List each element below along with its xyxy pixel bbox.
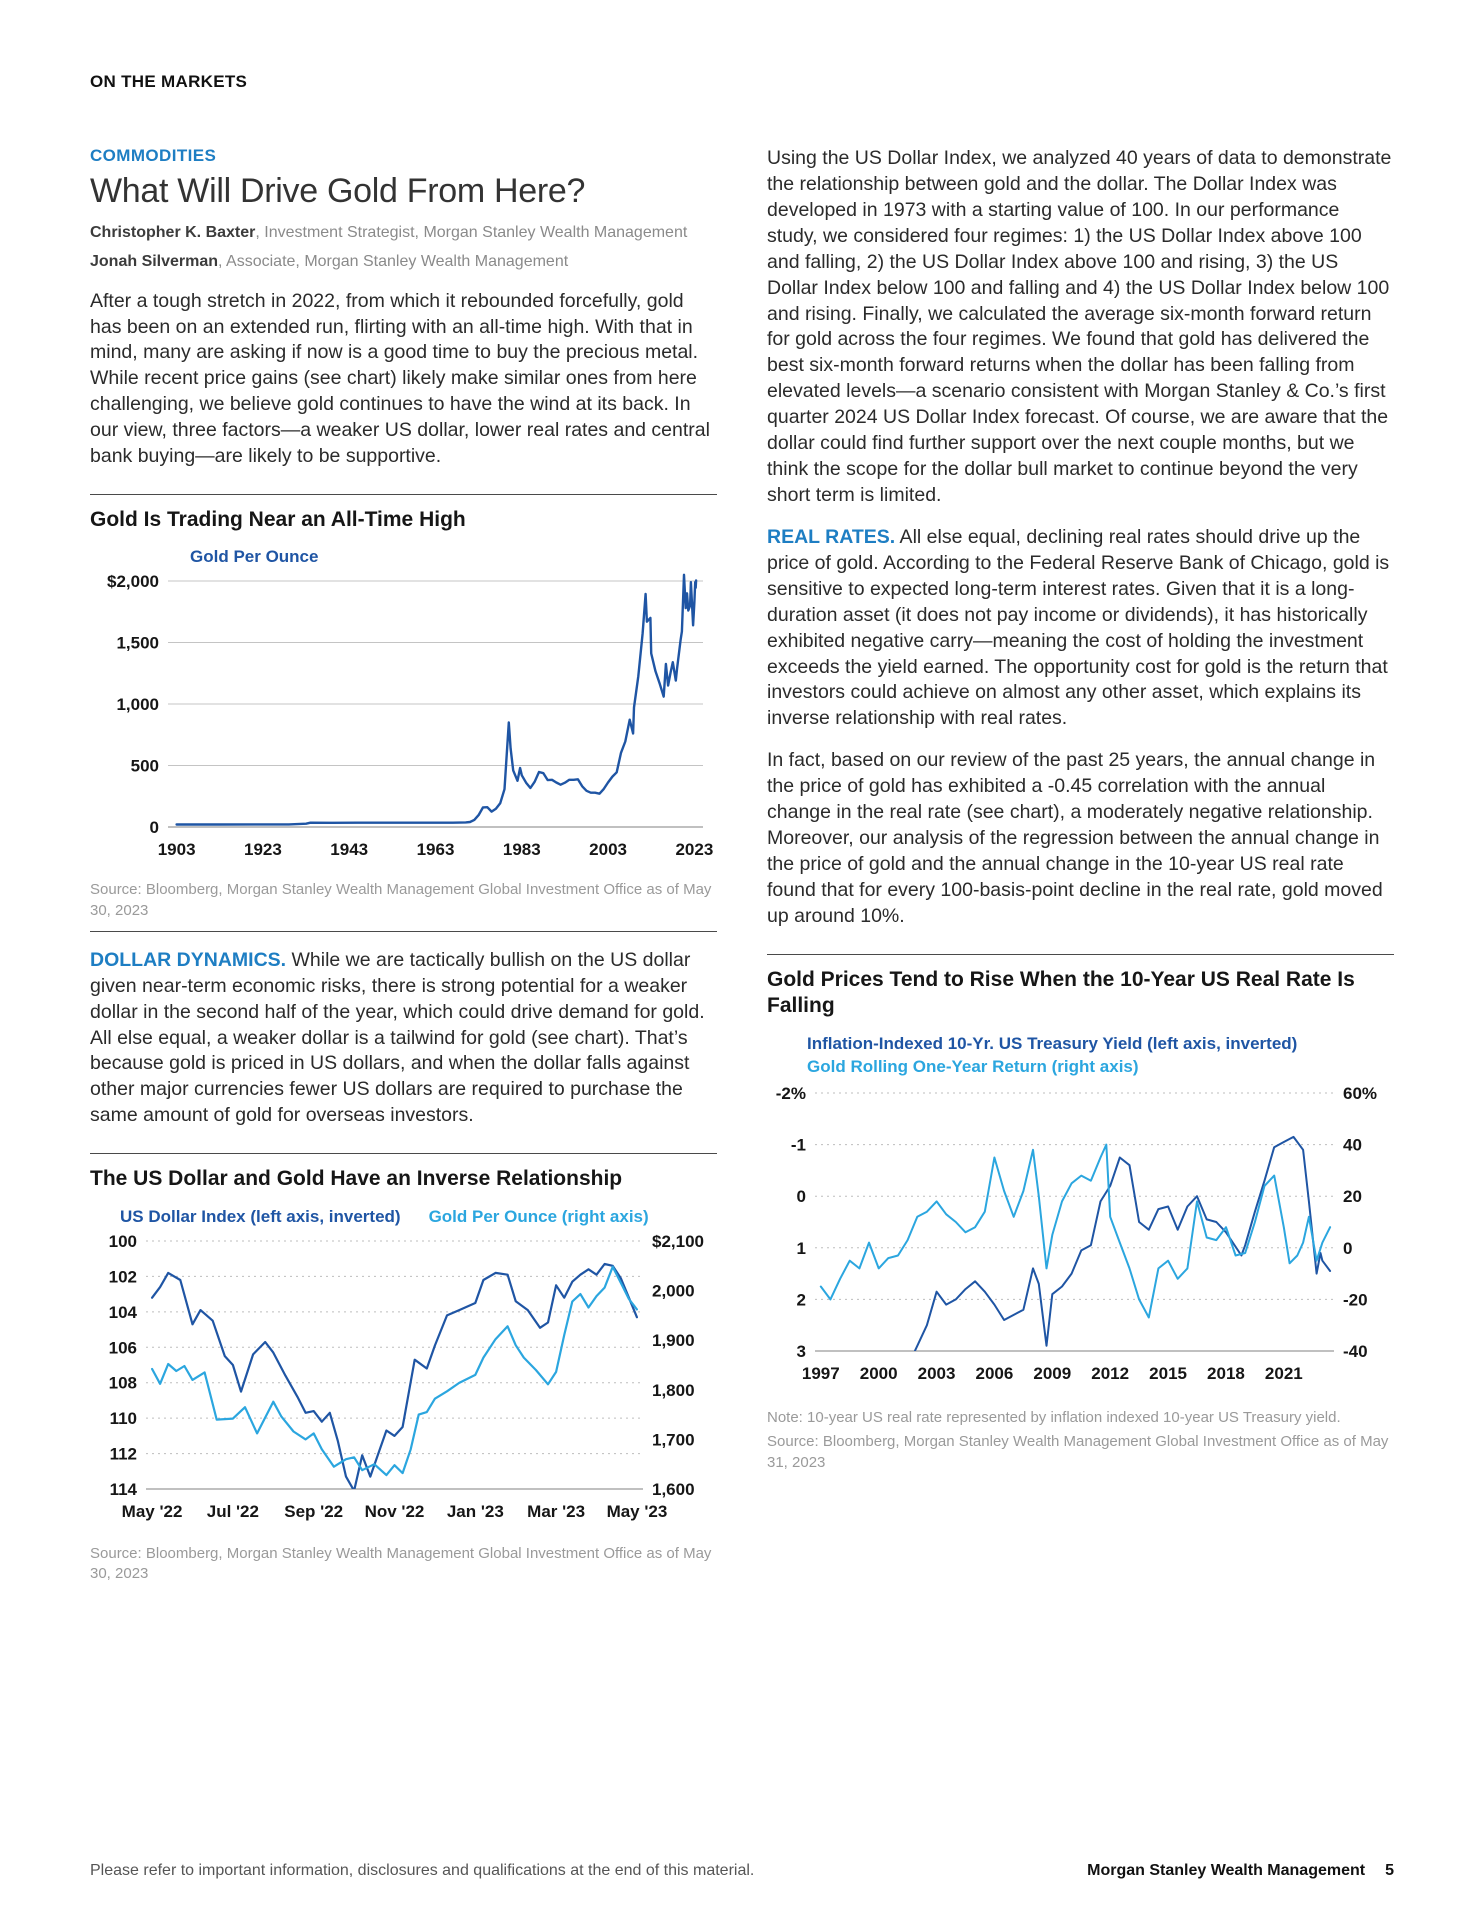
dollar-dynamics-body: While we are tactically bullish on the US dollar given near-term economic risks, there is strong potential for a weaker dollar in the second half of the year, which could drive demand for gold. All else equal, a weaker dollar is a tailwind for gold (see chart). That’s because gold is priced in US dollars, and when the dollar falls against other major currencies fewer US dollars are required to purchase the same amount of gold for overseas investors. — [90, 948, 705, 1127]
dollar-gold-chart — [90, 1231, 717, 1536]
svg-text:2003: 2003 — [589, 840, 627, 860]
svg-text:1983: 1983 — [502, 840, 541, 860]
svg-text:0: 0 — [149, 818, 159, 838]
svg-text:0: 0 — [796, 1187, 806, 1207]
dollar-dynamics-paragraph — [90, 948, 717, 1129]
svg-text:1,000: 1,000 — [116, 695, 159, 715]
svg-text:60%: 60% — [1343, 1084, 1378, 1104]
author-role-2: , Associate, Morgan Stanley Wealth Management — [218, 252, 569, 270]
svg-text:$2,000: $2,000 — [107, 572, 159, 592]
svg-text:1923: 1923 — [244, 840, 282, 860]
right-column — [767, 146, 1394, 1594]
chart-heading-real-rate: Gold Prices Tend to Rise When the 10-Year US Real Rate Is Falling — [767, 967, 1355, 1017]
svg-text:2003: 2003 — [917, 1364, 956, 1384]
svg-text:1,600: 1,600 — [652, 1479, 695, 1499]
svg-text:108: 108 — [108, 1373, 137, 1393]
svg-text:2023: 2023 — [675, 840, 714, 860]
svg-text:104: 104 — [108, 1302, 137, 1322]
svg-text:1963: 1963 — [416, 840, 455, 860]
svg-text:2,000: 2,000 — [652, 1281, 695, 1301]
legend-us-dollar-index: US Dollar Index (left axis, inverted) — [120, 1206, 401, 1226]
correlation-paragraph: In fact, based on our review of the past 25 years, the annual change in the price of gold has exhibited a -0.45 correlation with the annual change in the real rate (see chart), a moderately negative relationship. Moreover, our analysis of the regression between the annual change in the price of gold and the annual change in the 10-year US real rate found that for every 100-basis-point decline in the real rate, gold moved up around 10%. — [767, 749, 1383, 927]
svg-text:-20: -20 — [1343, 1290, 1368, 1310]
chart-source-dollar-gold: Source: Bloomberg, Morgan Stanley Wealth Management Global Investment Office as of May 30, 2023 — [90, 1544, 712, 1582]
author-role-1: , Investment Strategist, Morgan Stanley Wealth Management — [255, 224, 688, 241]
svg-text:40: 40 — [1343, 1135, 1362, 1155]
legend-gold-per-ounce-right: Gold Per Ounce (right axis) — [428, 1206, 649, 1226]
author-name-1: Christopher K. Baxter — [90, 224, 256, 241]
footer-disclaimer: Please refer to important information, disclosures and qualifications at the end of this material. — [90, 1862, 755, 1879]
svg-text:2015: 2015 — [1149, 1364, 1187, 1384]
chart-legend-gold-history — [190, 547, 717, 567]
intro-paragraph: After a tough stretch in 2022, from which it rebounded forcefully, gold has been on an extended run, flirting with an all-time high. With that in mind, many are asking if now is a good time to buy the precious metal. While recent price gains (see chart) likely make similar ones from here challenging, we believe gold continues to have the wind at its back. In our view, three factors—a weaker US dollar, lower real rates and central bank buying—are likely to be supportive. — [90, 289, 710, 468]
svg-text:500: 500 — [130, 756, 159, 776]
chart-heading-gold-history: Gold Is Trading Near an All-Time High — [90, 508, 466, 532]
svg-text:2012: 2012 — [1091, 1364, 1130, 1384]
svg-text:Sep '22: Sep '22 — [284, 1501, 344, 1521]
legend-treasury-yield: Inflation-Indexed 10-Yr. US Treasury Yield (left axis, inverted) — [807, 1034, 1298, 1054]
svg-text:3: 3 — [796, 1342, 806, 1362]
svg-text:102: 102 — [108, 1266, 137, 1286]
svg-text:114: 114 — [109, 1479, 137, 1499]
svg-text:106: 106 — [108, 1337, 137, 1357]
footer-brand-block — [1087, 1862, 1394, 1880]
footer-brand: Morgan Stanley Wealth Management — [1087, 1862, 1366, 1879]
svg-text:1,900: 1,900 — [652, 1330, 695, 1350]
chart-heading-dollar-gold: The US Dollar and Gold Have an Inverse Relationship — [90, 1167, 623, 1191]
svg-text:Nov '22: Nov '22 — [364, 1501, 425, 1521]
svg-text:2000: 2000 — [859, 1364, 898, 1384]
divider-rule — [90, 494, 717, 495]
real-rate-gold-chart — [767, 1083, 1394, 1400]
chart-note-real-rate: Note: 10-year US real rate represented by inflation indexed 10-year US Treasury yield. — [767, 1409, 1341, 1427]
dollar-dynamics-lead: DOLLAR DYNAMICS. — [90, 948, 287, 971]
dollar-index-paragraph: Using the US Dollar Index, we analyzed 40 years of data to demonstrate the relationship between gold and the dollar. The Dollar Index was developed in 1973 with a starting value of 100. In our performance study, we considered four regimes: 1) the US Dollar Index above 100 and falling, 2) the US Dollar Index above 100 and rising, 3) the US Dollar Index below 100 and falling and 4) the US Dollar Index below 100 and rising. Finally, we calculated the average six-month forward return for gold across the four regimes. We found that gold has delivered the best six-month forward returns when the dollar has been falling from elevated levels—a scenario consistent with Morgan Stanley & Co.’s first quarter 2024 US Dollar Index forecast. Of course, we are aware that the dollar could find further support over the next couple months, but we think the scope for the dollar bull market to continue beyond the very short term is limited. — [767, 147, 1392, 506]
gold-history-chart — [90, 571, 717, 872]
section-eyebrow: COMMODITIES — [90, 146, 217, 165]
svg-text:1,500: 1,500 — [116, 633, 159, 653]
svg-text:20: 20 — [1343, 1187, 1362, 1207]
svg-text:1903: 1903 — [157, 840, 196, 860]
chart-source-gold-history: Source: Bloomberg, Morgan Stanley Wealth Management Global Investment Office as of May 30, 2023 — [90, 881, 712, 919]
svg-text:Jul '22: Jul '22 — [206, 1501, 259, 1521]
chart-legend-real-rate — [767, 1033, 1394, 1079]
svg-text:1,800: 1,800 — [652, 1380, 695, 1400]
author-byline-1 — [90, 223, 717, 244]
svg-text:Mar '23: Mar '23 — [527, 1501, 586, 1521]
divider-rule — [90, 1153, 717, 1154]
article-title: What Will Drive Gold From Here? — [90, 172, 586, 210]
real-rates-paragraph — [767, 525, 1394, 732]
svg-text:Jan '23: Jan '23 — [446, 1501, 504, 1521]
real-rates-body: All else equal, declining real rates should drive up the price of gold. According to the Federal Reserve Bank of Chicago, gold is sensitive to expected long-term interest rates. Given that it is a long-duration asset (it does not pay income or dividends), it has historically exhibited negative carry—meaning the cost of holding the investment exceeds the yield earned. The opportunity cost for gold is the return that investors could achieve on almost any other asset, which explains its inverse relationship with real rates. — [767, 525, 1390, 730]
legend-gold-per-ounce: Gold Per Ounce — [190, 547, 319, 567]
svg-text:0: 0 — [1343, 1238, 1353, 1258]
chart-block-dollar-gold — [90, 1153, 717, 1584]
svg-text:2009: 2009 — [1033, 1364, 1072, 1384]
svg-text:1,700: 1,700 — [652, 1429, 695, 1449]
svg-text:May '22: May '22 — [121, 1501, 183, 1521]
chart-source-real-rate: Source: Bloomberg, Morgan Stanley Wealth Management Global Investment Office as of May 31, 2023 — [767, 1433, 1389, 1471]
left-column — [90, 146, 717, 1594]
divider-rule — [90, 931, 717, 932]
chart-block-real-rate — [767, 954, 1394, 1473]
svg-text:-2%: -2% — [775, 1084, 806, 1104]
svg-text:2: 2 — [796, 1290, 806, 1310]
page-footer — [90, 1862, 1394, 1880]
svg-text:$2,100: $2,100 — [652, 1231, 704, 1251]
svg-text:2018: 2018 — [1207, 1364, 1245, 1384]
svg-text:-1: -1 — [790, 1135, 806, 1155]
divider-rule — [767, 954, 1394, 955]
svg-text:112: 112 — [109, 1444, 137, 1464]
svg-text:1: 1 — [796, 1238, 806, 1258]
legend-gold-rolling-return: Gold Rolling One-Year Return (right axis) — [807, 1057, 1139, 1077]
chart-legend-dollar-gold — [120, 1207, 717, 1227]
svg-text:1943: 1943 — [330, 840, 369, 860]
svg-text:May '23: May '23 — [606, 1501, 668, 1521]
svg-text:2006: 2006 — [975, 1364, 1014, 1384]
page-kicker: ON THE MARKETS — [90, 72, 248, 91]
real-rates-lead: REAL RATES. — [767, 525, 896, 548]
author-byline-2 — [90, 252, 717, 273]
svg-text:-40: -40 — [1343, 1342, 1368, 1362]
footer-page-number: 5 — [1385, 1862, 1394, 1879]
svg-text:100: 100 — [108, 1231, 137, 1251]
content-columns — [90, 146, 1394, 1594]
svg-text:1997: 1997 — [801, 1364, 840, 1384]
svg-text:2021: 2021 — [1264, 1364, 1303, 1384]
svg-text:110: 110 — [109, 1408, 137, 1428]
author-name-2: Jonah Silverman — [90, 252, 219, 270]
chart-block-gold-history — [90, 494, 717, 932]
